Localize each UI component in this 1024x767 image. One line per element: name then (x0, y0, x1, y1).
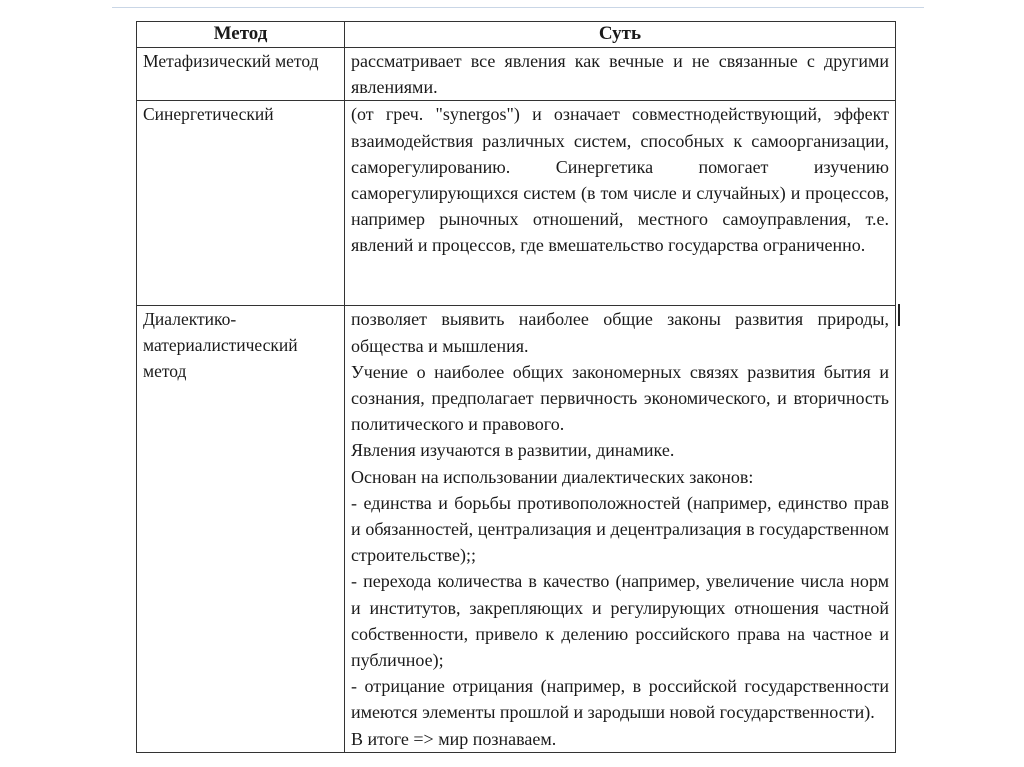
top-divider (112, 7, 924, 8)
table-row (137, 48, 896, 101)
description-paragraph: Учение о наиболее общих закономерных связях развития бытия и сознания, предполагает первичность экономического, и вторичность политического и правового. (351, 361, 889, 435)
description-paragraph: позволяет выявить наиболее общие законы развития природы, общества и мышления. (351, 309, 889, 356)
description-paragraph: - перехода количества в качество (например, увеличение числа норм и институтов, закрепляющих и регулирующих отношения частной собственности, привело к делению российского права на частное и публичное); (351, 571, 889, 671)
description-paragraph: рассматривает все явления как вечные и не связанные с другими явлениями. (351, 51, 889, 98)
table-header-row (137, 22, 896, 48)
method-name: Диалектико-материалистический метод (137, 306, 345, 752)
method-description (345, 306, 896, 752)
description-paragraph: - единства и борьбы противоположностей (например, единство прав и обязанностей, централизация и децентрализация в государственном строительстве);; (351, 492, 889, 566)
table-row (137, 101, 896, 306)
header-method: Метод (137, 22, 345, 48)
description-paragraph: - отрицание отрицания (например, в российской государственности имеются элементы прошлой и зародыши новой государственности). (351, 676, 889, 723)
method-name: Синергетический (137, 101, 345, 306)
methods-table (136, 21, 896, 753)
description-paragraph: В итоге => мир познаваем. (351, 728, 557, 749)
text-cursor (898, 304, 900, 326)
description-paragraph: Основан на использовании диалектических законов: (351, 466, 754, 487)
header-essence: Суть (345, 22, 896, 48)
description-paragraph: Явления изучаются в развитии, динамике. (351, 440, 675, 461)
description-paragraph: (от греч. "synergos") и означает совместнодействующий, эффект взаимодействия различных систем, способных к самоорганизации, саморегулированию. Синергетика помогает изучению саморегулирующихся систем (в том числе и случайных) и процессов, например рыночных отношений, местного самоуправления, т.е. явлений и процессов, где вмешательство государства ограниченно. (351, 104, 889, 256)
table-row (137, 306, 896, 752)
method-name: Метафизический метод (137, 48, 345, 101)
method-description (345, 101, 896, 306)
method-description (345, 48, 896, 101)
